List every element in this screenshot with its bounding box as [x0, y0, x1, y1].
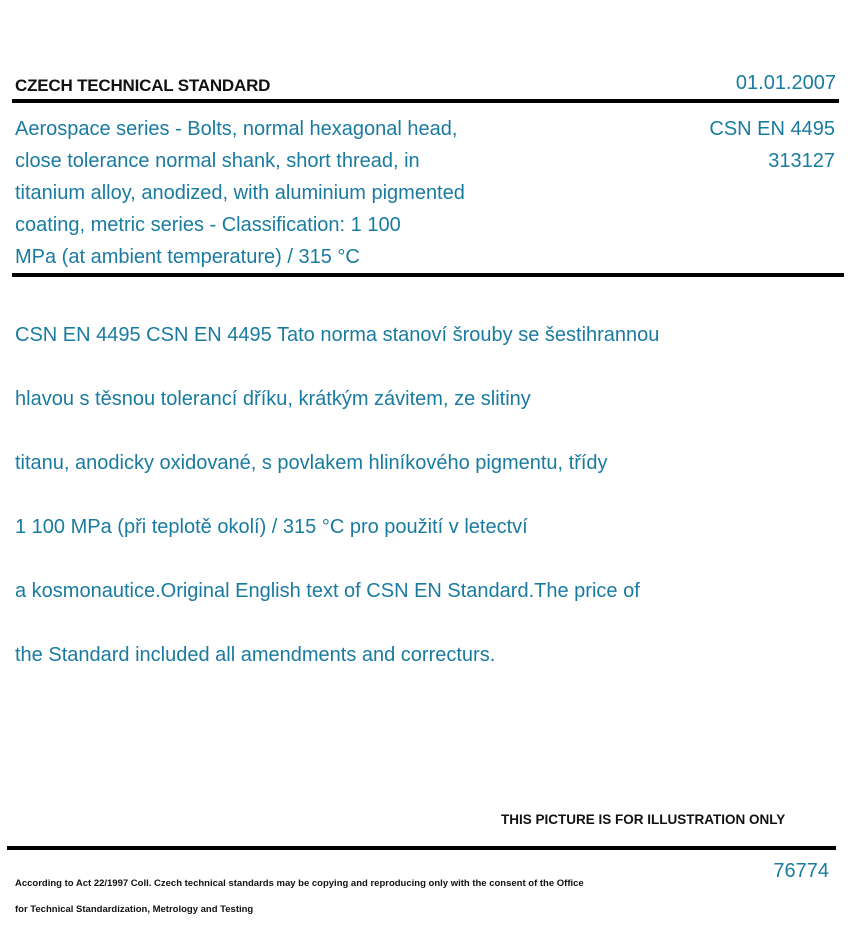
header-date: 01.01.2007 — [735, 72, 836, 94]
standard-code-block — [709, 113, 835, 177]
middle-divider — [12, 273, 844, 277]
standard-title-line: titanium alloy, anodized, with aluminium pigmented — [15, 182, 465, 204]
description-line: a kosmonautice.Original English text of CSN EN Standard.The price of — [15, 580, 640, 602]
illustration-note: THIS PICTURE IS FOR ILLUSTRATION ONLY — [501, 812, 786, 827]
footer-note-line: for Technical Standardization, Metrology and Testing — [15, 904, 254, 915]
standard-code: CSN EN 4495 — [709, 118, 835, 140]
standard-title — [15, 113, 515, 273]
description-line: titanu, anodicky oxidované, s povlakem hliníkového pigmentu, třídy — [15, 452, 608, 474]
standard-title-line: Aerospace series - Bolts, normal hexagonal head, — [15, 118, 458, 140]
top-divider — [12, 99, 839, 103]
footer-note — [15, 864, 615, 929]
description-line: the Standard included all amendments and correcturs. — [15, 644, 496, 666]
header-title: CZECH TECHNICAL STANDARD — [15, 76, 271, 95]
standard-title-line: close tolerance normal shank, short thread, in — [15, 150, 420, 172]
footer-note-line: According to Act 22/1997 Coll. Czech technical standards may be copying and reproducing only with the consent of the Office — [15, 878, 584, 889]
description-line: 1 100 MPa (při teplotě okolí) / 315 °C pro použití v letectví — [15, 516, 528, 538]
standard-title-line: coating, metric series - Classification: 1 100 — [15, 214, 401, 236]
standard-title-line: MPa (at ambient temperature) / 315 °C — [15, 246, 360, 268]
description — [15, 287, 775, 703]
footer-number: 76774 — [773, 860, 829, 882]
description-line: CSN EN 4495 CSN EN 4495 Tato norma stanoví šrouby se šestihrannou — [15, 324, 660, 346]
bottom-divider — [7, 846, 836, 850]
description-line: hlavou s těsnou tolerancí dříku, krátkým závitem, ze slitiny — [15, 388, 531, 410]
catalog-number: 313127 — [768, 150, 835, 172]
